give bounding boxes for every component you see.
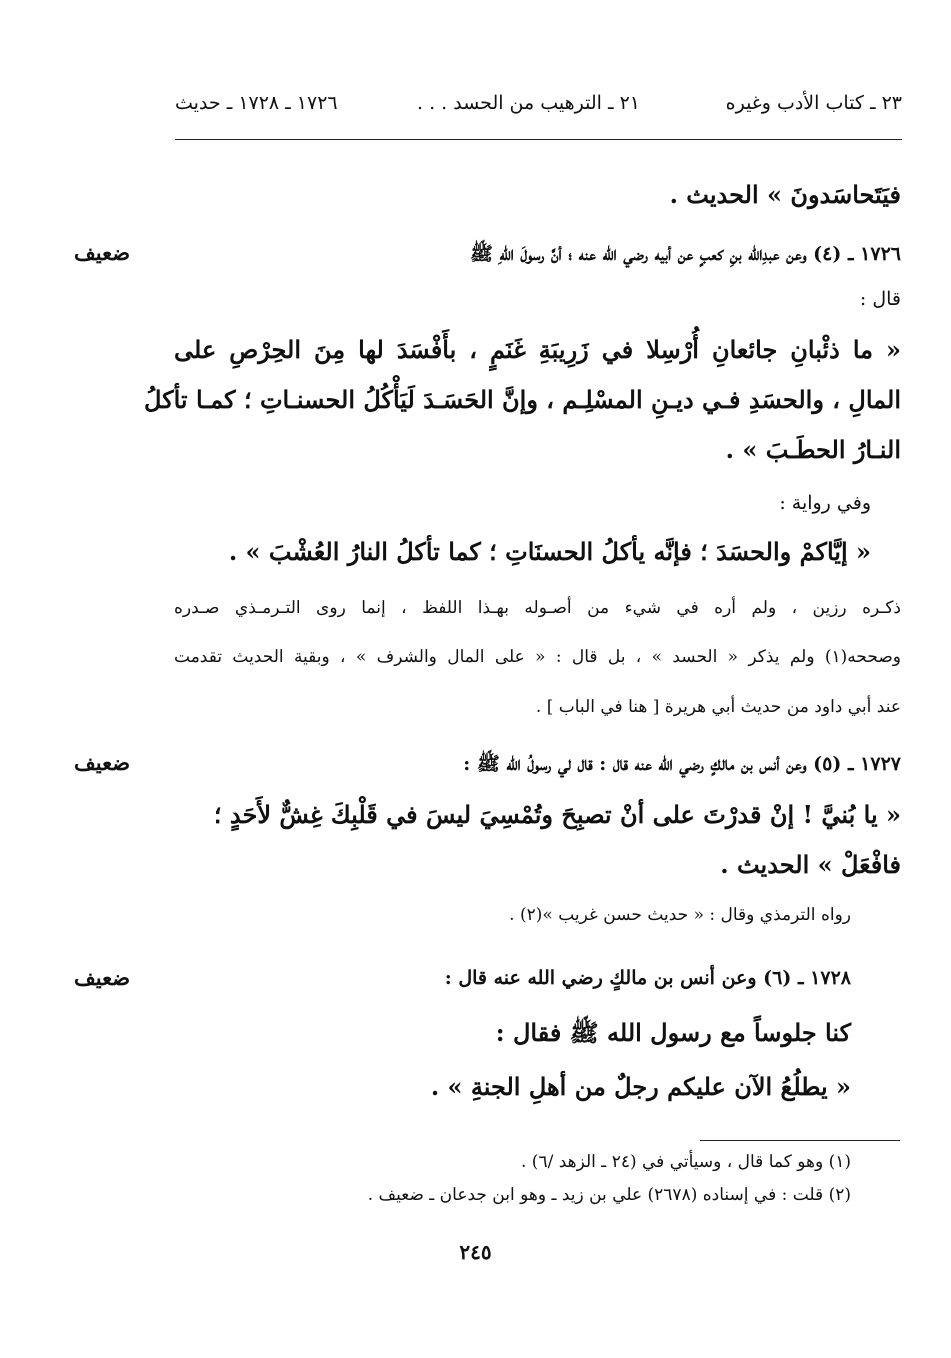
header-chapter-title: ٢١ ـ الترهيب من الحسد . . .	[417, 92, 640, 114]
hadith-1727-intro: ١٧٢٧ ـ (٥) وعن أنس بن مالكٍ رضي الله عنه قال : قال لي رسولُ الله ﷺ :	[463, 753, 901, 775]
hadith-1728-text-line-2: « يطلُعُ الآن عليكم رجلٌ من أهلِ الجنةِ » .	[430, 1072, 851, 1101]
footnote-1: (١) وهو كما قال ، وسيأتي في (٢٤ ـ الزهد /٦) .	[521, 1152, 851, 1172]
riwaya-text: « إيَّاكمْ والحسَدَ ؛ فإنَّه يأكلُ الحسنَاتِ ؛ كما تأكلُ النارُ العُشْبَ » .	[228, 537, 871, 566]
hadith-1728-text-line-1: كنا جلوساً مع رسول الله ﷺ فقال :	[495, 1018, 851, 1047]
header-book-title: ٢٣ ـ كتاب الأدب وغيره	[725, 92, 902, 114]
header-divider	[175, 139, 902, 140]
hadith-1727-text-line-1: « يا بُنيَّ ! إنْ قدرْتَ على أنْ تصبِحَ وتُمْسِيَ ليسَ في قَلْبِكَ غِشٌّ لأَحَدٍ ؛	[213, 800, 901, 829]
footnote-divider	[700, 1140, 900, 1141]
hadith-1727-note: رواه الترمذي وقال : « حديث حسن غريب »(٢) .	[509, 905, 851, 925]
hadith-1726-text-line-3: النـارُ الحطَـبَ » .	[725, 435, 901, 464]
header-hadith-range: ١٧٢٦ ـ ١٧٢٨ ـ حديث	[175, 92, 338, 114]
hadith-1726-intro-cont: قال :	[859, 288, 901, 310]
riwaya-label: وفي رواية :	[779, 492, 871, 514]
running-header	[175, 92, 902, 122]
hadith-1726-note-line-2: وصححه(١) ولم يذكر « الحسد » ، بل قال : « على المال والشرف » ، وبقية الحديث تقدمت	[174, 647, 901, 667]
footnote-2: (٢) قلت : في إسناده (٢٦٧٨) علي بن زيد ـ وهو ابن جدعان ـ ضعيف .	[367, 1185, 851, 1205]
hadith-1726-intro: ١٧٢٦ ـ (٤) وعن عبدِالله بنِ كعبٍ عن أبيه رضي الله عنه ؛ أنَّ رسولَ اللهِ ﷺ	[469, 243, 901, 265]
hadith-1726-text-line-2: المالِ ، والحسَدِ فـي ديـنِ المسْلِـم ، وإنَّ الحَسَـدَ لَيَأْكُلُ الحسنـاتِ ؛ كمـا تأكلُ	[144, 385, 901, 414]
hadith-1728-grade: ضعيف	[74, 965, 131, 990]
page-number: ٢٤٥	[459, 1240, 492, 1264]
hadith-1726-note-line-3: عند أبي داود من حديث أبي هريرة [ هنا في الباب ] .	[535, 697, 901, 717]
hadith-1726-note-line-1: ذكـره رزين ، ولم أره في شيء من أصـوله بهـذا اللفظ ، إنما روى التـرمـذي صـدره	[174, 598, 901, 618]
hadith-1726-text-line-1: « ما ذئْبانِ جائعانِ أُرْسِلا في زَرِيبَةِ غَنَمٍ ، بأَفْسَدَ لها مِنَ الحِرْصِ على	[174, 335, 902, 364]
hadith-1727-grade: ضعيف	[74, 750, 131, 775]
hadith-1728-intro: ١٧٢٨ ـ (٦) وعن أنس بن مالكٍ رضي الله عنه قال :	[444, 967, 851, 989]
previous-hadith-continuation: فيَتَحاسَدونَ » الحديث .	[669, 180, 901, 209]
hadith-1727-text-line-2: فافْعَلْ » الحديث .	[720, 850, 901, 879]
hadith-1726-grade: ضعيف	[74, 240, 131, 265]
